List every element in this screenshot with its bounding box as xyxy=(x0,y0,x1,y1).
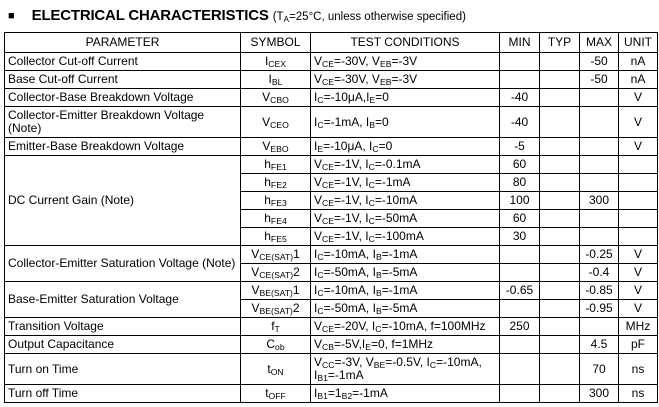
max-cell: -0.25 xyxy=(580,246,619,264)
symbol-cell: $f_T$ xyxy=(241,318,311,336)
unit-cell: V xyxy=(619,89,658,107)
table-row xyxy=(5,385,658,403)
conditions-cell: $I_C=-50mA$, $I_B=-5mA$ xyxy=(311,300,500,318)
min-cell xyxy=(500,336,540,354)
table-row xyxy=(5,246,658,264)
parameter-cell: Collector-Base Breakdown Voltage xyxy=(5,89,241,107)
parameter-cell: Collector-Emitter Saturation Voltage (Note) xyxy=(5,246,241,282)
col-header-parameter: PARAMETER xyxy=(5,33,241,53)
conditions-cell: $V_{CE}=-20V$, $I_C=-10mA$, f=100MHz xyxy=(311,318,500,336)
max-cell xyxy=(580,107,619,138)
conditions-cell: $V_{CE}=-1V$, $I_C=-0.1mA$ xyxy=(311,156,500,174)
max-cell xyxy=(580,89,619,107)
min-cell: 60 xyxy=(500,210,540,228)
symbol-cell: $V_{CE(SAT)}2$ xyxy=(241,264,311,282)
table-row xyxy=(5,138,658,156)
unit-cell xyxy=(619,192,658,210)
max-cell xyxy=(580,156,619,174)
symbol-cell: $h_{FE5}$ xyxy=(241,228,311,246)
typ-cell xyxy=(540,354,580,385)
parameter-cell: Turn off Time xyxy=(5,385,241,403)
table-row xyxy=(5,318,658,336)
table-header xyxy=(5,33,658,53)
min-cell xyxy=(500,300,540,318)
symbol-cell: $V_{CEO}$ xyxy=(241,107,311,138)
col-header-min: MIN xyxy=(500,33,540,53)
table-row xyxy=(5,282,658,300)
col-header-symbol: SYMBOL xyxy=(241,33,311,53)
typ-cell xyxy=(540,318,580,336)
typ-cell xyxy=(540,89,580,107)
symbol-cell: $h_{FE1}$ xyxy=(241,156,311,174)
unit-cell: V xyxy=(619,138,658,156)
typ-cell xyxy=(540,264,580,282)
max-cell: 70 xyxy=(580,354,619,385)
symbol-cell: $I_{BL}$ xyxy=(241,71,311,89)
min-cell: -40 xyxy=(500,89,540,107)
symbol-cell: $I_{CEX}$ xyxy=(241,53,311,71)
symbol-cell: $t_{ON}$ xyxy=(241,354,311,385)
min-cell: 250 xyxy=(500,318,540,336)
min-cell xyxy=(500,71,540,89)
conditions-cell: $V_{CE}=-1V$, $I_C=-100mA$ xyxy=(311,228,500,246)
parameter-cell: Collector Cut-off Current xyxy=(5,53,241,71)
max-cell xyxy=(580,228,619,246)
symbol-cell: $V_{CE(SAT)}1$ xyxy=(241,246,311,264)
conditions-cell: $I_C=-50mA$, $I_B=-5mA$ xyxy=(311,264,500,282)
max-cell xyxy=(580,174,619,192)
parameter-cell: Emitter-Base Breakdown Voltage xyxy=(5,138,241,156)
min-cell: 30 xyxy=(500,228,540,246)
symbol-cell: $h_{FE2}$ xyxy=(241,174,311,192)
unit-cell: V xyxy=(619,107,658,138)
symbol-cell: $V_{EBO}$ xyxy=(241,138,311,156)
typ-cell xyxy=(540,138,580,156)
unit-cell xyxy=(619,210,658,228)
unit-cell xyxy=(619,174,658,192)
max-cell: -50 xyxy=(580,53,619,71)
conditions-cell: $I_{B1}=1_{B2}=-1mA$ xyxy=(311,385,500,403)
parameter-cell: Turn on Time xyxy=(5,354,241,385)
conditions-cell: $I_C=-10\mu A,I_E=0$ xyxy=(311,89,500,107)
unit-cell xyxy=(619,156,658,174)
unit-cell: V xyxy=(619,246,658,264)
section-title xyxy=(0,0,659,25)
typ-cell xyxy=(540,71,580,89)
min-cell: -5 xyxy=(500,138,540,156)
max-cell: -0.95 xyxy=(580,300,619,318)
symbol-cell: $h_{FE4}$ xyxy=(241,210,311,228)
typ-cell xyxy=(540,246,580,264)
typ-cell xyxy=(540,174,580,192)
typ-cell xyxy=(540,107,580,138)
max-cell: 300 xyxy=(580,192,619,210)
conditions-cell: $I_E=-10\mu A$, $I_C=0$ xyxy=(311,138,500,156)
section-condition: ($T_A=25^\circ C$, unless otherwise specified) xyxy=(272,11,466,25)
electrical-characteristics-table xyxy=(4,32,658,403)
unit-cell: MHz xyxy=(619,318,658,336)
unit-cell: pF xyxy=(619,336,658,354)
min-cell xyxy=(500,385,540,403)
typ-cell xyxy=(540,192,580,210)
parameter-cell: Base Cut-off Current xyxy=(5,71,241,89)
conditions-cell: $V_{CC}=-3V$, $V_{BE}=-0.5V$, $I_C=-10mA$, $I_{B1}=-1mA$ xyxy=(311,354,500,385)
unit-cell: V xyxy=(619,264,658,282)
typ-cell xyxy=(540,156,580,174)
symbol-cell: $V_{BE(SAT)}2$ xyxy=(241,300,311,318)
parameter-cell: Collector-Emitter Breakdown Voltage (Note) xyxy=(5,107,241,138)
symbol-cell: $V_{BE(SAT)}1$ xyxy=(241,282,311,300)
max-cell: 4.5 xyxy=(580,336,619,354)
table-row xyxy=(5,53,658,71)
max-cell: -0.4 xyxy=(580,264,619,282)
symbol-cell: $t_{OFF}$ xyxy=(241,385,311,403)
unit-cell xyxy=(619,228,658,246)
col-header-max: MAX xyxy=(580,33,619,53)
conditions-cell: $V_{CE}=-30V$, $V_{EB}=-3V$ xyxy=(311,71,500,89)
unit-cell: V xyxy=(619,282,658,300)
min-cell xyxy=(500,246,540,264)
max-cell xyxy=(580,318,619,336)
typ-cell xyxy=(540,228,580,246)
conditions-cell: $V_{CE}=-1V$, $I_C=-1mA$ xyxy=(311,174,500,192)
table-row xyxy=(5,336,658,354)
symbol-cell: $V_{CBO}$ xyxy=(241,89,311,107)
max-cell xyxy=(580,138,619,156)
typ-cell xyxy=(540,385,580,403)
symbol-cell: $h_{FE3}$ xyxy=(241,192,311,210)
table-row xyxy=(5,89,658,107)
col-header-unit: UNIT xyxy=(619,33,658,53)
typ-cell xyxy=(540,53,580,71)
typ-cell xyxy=(540,336,580,354)
min-cell: 100 xyxy=(500,192,540,210)
max-cell: -50 xyxy=(580,71,619,89)
min-cell: -40 xyxy=(500,107,540,138)
max-cell: -0.85 xyxy=(580,282,619,300)
typ-cell xyxy=(540,210,580,228)
min-cell: 80 xyxy=(500,174,540,192)
conditions-cell: $I_C=-10mA$, $I_B=-1mA$ xyxy=(311,246,500,264)
section-heading: ELECTRICAL CHARACTERISTICS xyxy=(31,7,269,24)
typ-cell xyxy=(540,300,580,318)
unit-cell: nA xyxy=(619,71,658,89)
square-bullet-icon: ■ xyxy=(8,10,15,22)
table-row xyxy=(5,71,658,89)
conditions-cell: $V_{CB}=-5V,I_E=0$, f=1MHz xyxy=(311,336,500,354)
table-row xyxy=(5,107,658,138)
unit-cell: ns xyxy=(619,354,658,385)
header-row xyxy=(5,33,658,53)
max-cell: 300 xyxy=(580,385,619,403)
parameter-cell: Base-Emitter Saturation Voltage xyxy=(5,282,241,318)
parameter-cell: Output Capacitance xyxy=(5,336,241,354)
min-cell xyxy=(500,264,540,282)
symbol-cell: $C_{ob}$ xyxy=(241,336,311,354)
min-cell xyxy=(500,53,540,71)
min-cell: -0.65 xyxy=(500,282,540,300)
conditions-cell: $I_C=-1mA$, $I_B=0$ xyxy=(311,107,500,138)
parameter-cell: Transition Voltage xyxy=(5,318,241,336)
unit-cell: V xyxy=(619,300,658,318)
col-header-test-conditions: TEST CONDITIONS xyxy=(311,33,500,53)
col-header-typ: TYP xyxy=(540,33,580,53)
unit-cell: ns xyxy=(619,385,658,403)
conditions-cell: $V_{CE}=-1V$, $I_C=-50mA$ xyxy=(311,210,500,228)
parameter-cell: DC Current Gain (Note) xyxy=(5,156,241,246)
conditions-cell: $I_C=-10mA$, $I_B=-1mA$ xyxy=(311,282,500,300)
table-row xyxy=(5,354,658,385)
conditions-cell: $V_{CE}=-30V$, $V_{EB}=-3V$ xyxy=(311,53,500,71)
unit-cell: nA xyxy=(619,53,658,71)
typ-cell xyxy=(540,282,580,300)
min-cell: 60 xyxy=(500,156,540,174)
min-cell xyxy=(500,354,540,385)
max-cell xyxy=(580,210,619,228)
conditions-cell: $V_{CE}=-1V$, $I_C=-10mA$ xyxy=(311,192,500,210)
table-row xyxy=(5,156,658,174)
